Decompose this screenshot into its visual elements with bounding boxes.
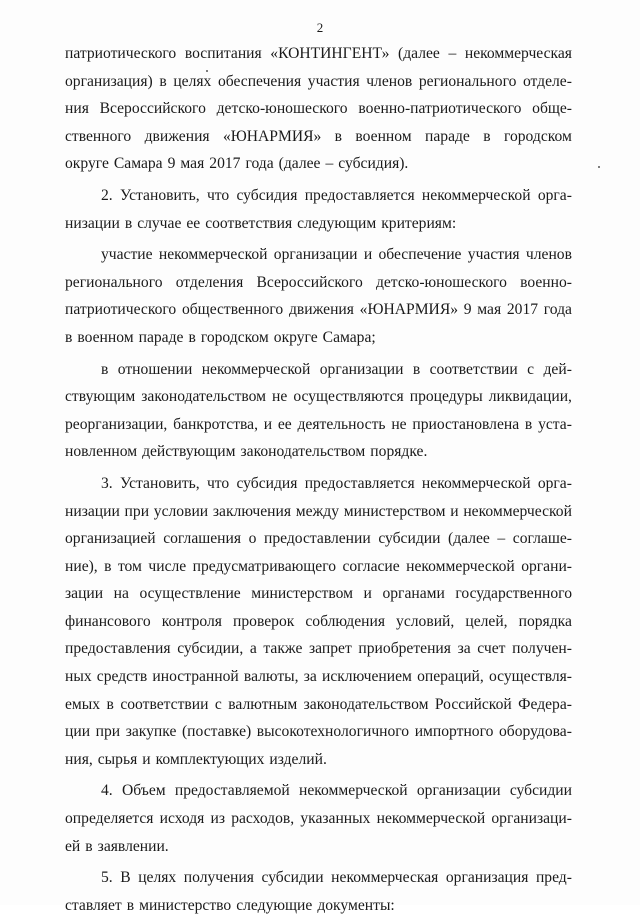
text-line: финансового контроля проверок соблюдения условий, целей, порядка: [65, 612, 572, 630]
text-line: организацией соглашения о предоставлении субсидии (далее – соглаше-: [65, 530, 572, 548]
text-line: ных средств иностранной валюты, за исключением операций, осуществля-: [65, 668, 572, 686]
text-line: 5. В целях получения субсидии некоммерческая организация пред-: [101, 869, 572, 887]
text-line: емых в соответствии с валютным законодательством Российской Федера-: [65, 695, 572, 713]
text-line: 2. Установить, что субсидия предоставляется некоммерческой орга-: [101, 186, 572, 204]
text-line: реорганизации, банкротства, и ее деятельность не приостановлена в уста-: [65, 415, 572, 433]
text-line: ния, сырья и комплектующих изделий.: [65, 750, 327, 768]
paragraph: [65, 777, 572, 860]
paragraph: [65, 864, 572, 919]
document-body: [65, 40, 572, 919]
text-line: участие некоммерческой организации и обеспечение участия членов: [101, 246, 572, 264]
text-line: определяется исходя из расходов, указанных некоммерческой организаци-: [65, 810, 572, 828]
text-line: низации в случае ее соответствия следующим критериям:: [65, 214, 457, 232]
paragraph: [65, 356, 572, 466]
text-line: ей в заявлении.: [65, 837, 169, 855]
scan-speck: [206, 70, 208, 72]
text-line: зации на осуществление министерством и органами государственного: [65, 585, 572, 603]
text-line: предоставления субсидии, а также запрет приобретения за счет получен-: [65, 640, 572, 658]
text-line: ственного движения «ЮНАРМИЯ» в военном параде в городском: [65, 127, 572, 145]
paragraph: [65, 182, 572, 237]
text-line: ствующим законодательством не осуществляются процедуры ликвидации,: [65, 388, 572, 406]
paragraph: [65, 470, 572, 774]
text-line: новленном действующим законодательством порядке.: [65, 443, 428, 461]
text-line: регионального отделения Всероссийского детско-юношеского военно-: [65, 273, 572, 291]
paragraph: [65, 241, 572, 351]
text-line: ставляет в министерство следующие документы:: [65, 896, 395, 914]
paragraph: [65, 40, 572, 178]
text-line: в отношении некоммерческой организации в соответствии с дей-: [101, 360, 572, 378]
text-line: ции при закупке (поставке) высокотехнологичного импортного оборудова-: [65, 723, 572, 741]
text-line: организация) в целях обеспечения участия членов регионального отделе-: [65, 72, 572, 90]
text-line: округе Самара 9 мая 2017 года (далее – субсидия).: [65, 155, 409, 173]
text-line: ния Всероссийского детско-юношеского военно-патриотического обще-: [65, 100, 572, 118]
text-line: патриотического воспитания «КОНТИНГЕНТ» (далее – некоммерческая: [65, 45, 572, 62]
text-line: патриотического общественного движения «ЮНАРМИЯ» 9 мая 2017 года: [65, 301, 572, 319]
scan-speck: [598, 166, 600, 168]
text-line: в военном параде в городском округе Самара;: [65, 328, 376, 346]
text-line: ние), в том числе предусматривающего согласие некоммерческой органи-: [65, 557, 572, 575]
text-line: 4. Объем предоставляемой некоммерческой организации субсидии: [101, 782, 572, 800]
text-line: 3. Установить, что субсидия предоставляется некоммерческой орга-: [101, 474, 572, 492]
page-number: 2: [316, 20, 324, 35]
text-line: низации при условии заключения между министерством и некоммерческой: [65, 502, 572, 520]
